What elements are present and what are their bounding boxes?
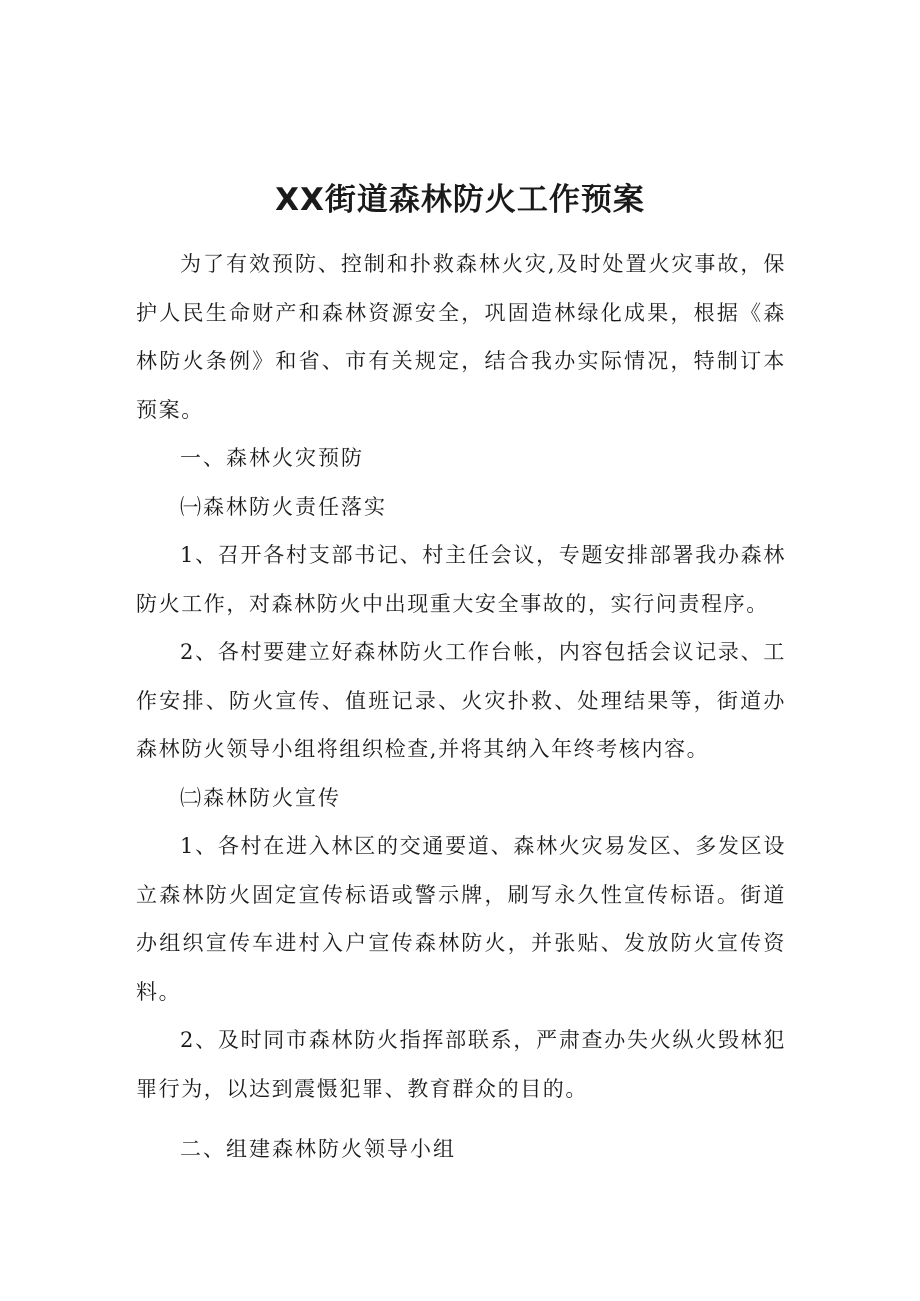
paragraph-item-4: 2、及时同市森林防火指挥部联系，严肃查办失火纵火毁林犯罪行为，以达到震慑犯罪、教育群众的目的。: [136, 1028, 786, 1101]
section-heading-2: 二、组建森林防火领导小组: [180, 1137, 456, 1161]
section-heading-1: 一、森林火灾预防: [180, 446, 364, 470]
paragraph-item-1: 1、召开各村支部书记、村主任会议，专题安排部署我办森林防火工作，对森林防火中出现重大安全事故的，实行问责程序。: [136, 543, 786, 616]
subsection-heading-1: ㈠森林防火责任落实: [180, 494, 387, 519]
document-title: XX街道森林防火工作预案: [275, 182, 645, 218]
intro-paragraph: 为了有效预防、控制和扑救森林火灾,及时处置火灾事故，保护人民生命财产和森林资源安全，巩固造林绿化成果，根据《森林防火条例》和省、市有关规定，结合我办实际情况，特制订本预案。: [136, 252, 786, 422]
document-body: [136, 240, 786, 1174]
subsection-heading-2: ㈡森林防火宣传: [180, 785, 341, 810]
paragraph-item-3: 1、各村在进入林区的交通要道、森林火灾易发区、多发区设立森林防火固定宣传标语或警示牌，刷写永久性宣传标语。街道办组织宣传车进村入户宣传森林防火，并张贴、发放防火宣传资料。: [136, 834, 786, 1004]
section-spacer: [136, 1113, 786, 1125]
paragraph-item-2: 2、各村要建立好森林防火工作台帐，内容包括会议记录、工作安排、防火宣传、值班记录、火灾扑救、处理结果等，街道办森林防火领导小组将组织检查,并将其纳入年终考核内容。: [136, 640, 786, 761]
